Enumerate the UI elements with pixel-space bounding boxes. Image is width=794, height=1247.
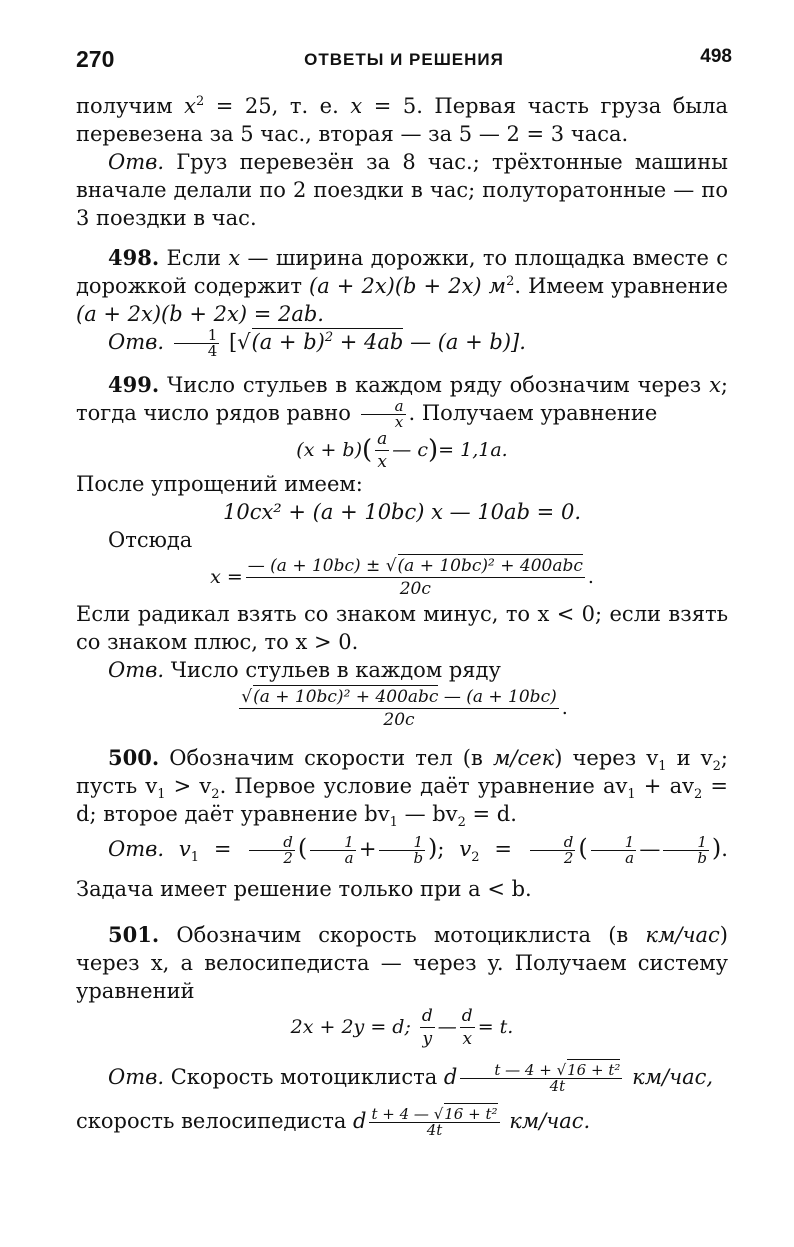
answer-501-cyclist: скорость велосипедиста d $\frac{\text{t + 4 — √16 + t²}}{4t}$ км/час.: [76, 1105, 591, 1139]
paragraph-499-radical: Если радикал взять со знаком минус, то x < 0; если взять со знаком плюс, то x > 0.: [76, 602, 728, 654]
answer-498: Отв. $\frac{1}{4}$ [$√(a + b)^2 + 4ab$ — (a + b)].: [108, 326, 526, 360]
answer-499-formula: $\frac{\text{√(a + 10bc)² + 400abc — (a + 10bc)}}{20c}$ .: [241, 686, 568, 730]
equation-499-1: (x + b) ( $\frac{a}{x}$ — c ) = 1,1a.: [296, 428, 508, 472]
answer-500: Отв. $v_1$ = $\frac{d}{2}$ ( $\frac{1}{a}$ + $\frac{1}{b}$ ); $v_2$ = $\frac{d}{2}$ ( $\frac{1}{a}$ — $\frac{1}{b}$ ). Задача имеет решение только при a < b.: [76, 833, 728, 901]
paragraph-499-hence: Отсюда: [108, 528, 193, 552]
equation-501: 2x + 2y = d; $\frac{d}{y}$ — $\frac{d}{x}$ = t.: [290, 1005, 514, 1049]
problem-501: 501. Обозначим скорость мотоциклиста (в км/час) через x, а велосипедиста — через y. Получаем систему уравнений: [76, 922, 728, 1003]
running-title: ОТВЕТЫ И РЕШЕНИЯ: [304, 50, 504, 69]
answer-501-motorcyclist: Отв. Скорость мотоциклиста d $\frac{\text{t — 4 + √16 + t²}}{4t}$ км/час,: [108, 1061, 714, 1095]
paragraph-499-simplification: После упрощений имеем:: [76, 472, 363, 496]
answer-497: Отв. Груз перевезён за 8 час.; трёхтонные машины вначале делали по 2 поездки в час; полуторатонные — по 3 поездки в час.: [76, 150, 728, 230]
equation-499-3: x = $\frac{\text{— (a + 10bc) ± √(a + 10bc)² + 400abc}}{20c}$ .: [210, 555, 594, 599]
problem-498: 498. Если x — ширина дорожки, то площадка вместе с дорожкой содержит (a + 2x)(b + 2x) $м^2$. Имеем уравнение (a + 2x)(b + 2x) = 2ab.: [76, 245, 729, 326]
problem-499: 499. Число стульев в каждом ряду обозначим через x; тогда число рядов равно $\frac{a}{x}$ . Получаем уравнение: [76, 372, 728, 431]
running-header: [76, 46, 732, 80]
equation-499-2: 10cx² + (a + 10bc) x — 10ab = 0.: [222, 500, 581, 524]
problem-500: 500. Обозначим скорости тел (в м/сек) через $v_1$ и $v_2$; пусть $v_1 > v_2$. Первое условие даёт уравнение $av_1 + av_2 = d$; второе даёт уравнение $bv_1$ — $bv_2 = d$.: [76, 745, 728, 831]
problem-reference: 498: [700, 46, 732, 67]
page-number: 270: [76, 46, 115, 72]
page-body: [76, 92, 728, 1141]
paragraph-497-continued: получим $x^2 = 25$, т. е. x = 5. Первая часть груза была перевезена за 5 час., вторая — за 5 — 2 = 3 часа.: [76, 94, 729, 146]
answer-499: Отв. Число стульев в каждом ряду: [108, 658, 501, 682]
